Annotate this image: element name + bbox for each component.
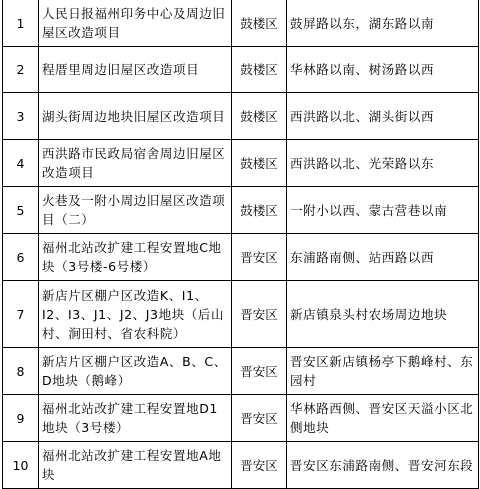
district: 鼓楼区 [232,47,287,93]
row-number: 8 [3,348,39,395]
project-name: 福州北站改扩建工程安置地C地块（3号楼-6号楼） [39,234,232,281]
table-row [3,348,479,395]
location: 华林路西侧、晋安区天溢小区北侧地块 [287,395,479,442]
location: 晋安区新店镇杨亭下鹅峰村、东园村 [287,348,479,395]
district: 晋安区 [232,281,287,348]
project-name: 湖头街周边地块旧屋区改造项目 [39,93,232,140]
project-name: 福州北站改扩建工程安置地A地块 [39,442,232,489]
table-row [3,395,479,442]
table-row [3,93,479,140]
table-row [3,47,479,93]
location: 晋安区东浦路南侧、晋安河东段 [287,442,479,489]
district: 晋安区 [232,442,287,489]
row-number: 10 [3,442,39,489]
row-number: 2 [3,47,39,93]
district: 鼓楼区 [232,187,287,234]
location: 东浦路南侧、站西路以西 [287,234,479,281]
table-row [3,281,479,348]
row-number: 7 [3,281,39,348]
project-name: 程厝里周边旧屋区改造项目 [39,47,232,93]
table-row [3,234,479,281]
row-number: 6 [3,234,39,281]
project-name: 人民日报福州印务中心及周边旧屋区改造项目 [39,0,232,47]
row-number: 5 [3,187,39,234]
project-name: 福州北站改扩建工程安置地D1地块（3号楼） [39,395,232,442]
row-number: 4 [3,140,39,187]
row-number: 9 [3,395,39,442]
district: 鼓楼区 [232,93,287,140]
location: 西洪路以北、湖头街以西 [287,93,479,140]
project-name: 新店片区棚户区改造A、B、C、D地块（鹅峰） [39,348,232,395]
district: 晋安区 [232,395,287,442]
district: 晋安区 [232,348,287,395]
table-row [3,187,479,234]
location: 西洪路以北、光荣路以东 [287,140,479,187]
project-name: 西洪路市民政局宿舍周边旧屋区改造项目 [39,140,232,187]
district: 鼓楼区 [232,140,287,187]
location: 新店镇泉头村农场周边地块 [287,281,479,348]
project-table-body [3,0,479,489]
row-number: 1 [3,0,39,47]
district: 晋安区 [232,234,287,281]
project-name: 火巷及一附小周边旧屋区改造项目（二） [39,187,232,234]
table-row [3,140,479,187]
district: 鼓楼区 [232,0,287,47]
location: 华林路以南、树汤路以西 [287,47,479,93]
location: 一附小以西、蒙古营巷以南 [287,187,479,234]
project-name: 新店片区棚户区改造K、I1、I2、I3、J1、J2、J3地块（后山村、涧田村、省农科院） [39,281,232,348]
table-row [3,0,479,47]
table-row [3,442,479,489]
location: 鼓屏路以东，湖东路以南 [287,0,479,47]
row-number: 3 [3,93,39,140]
project-table [2,0,479,489]
